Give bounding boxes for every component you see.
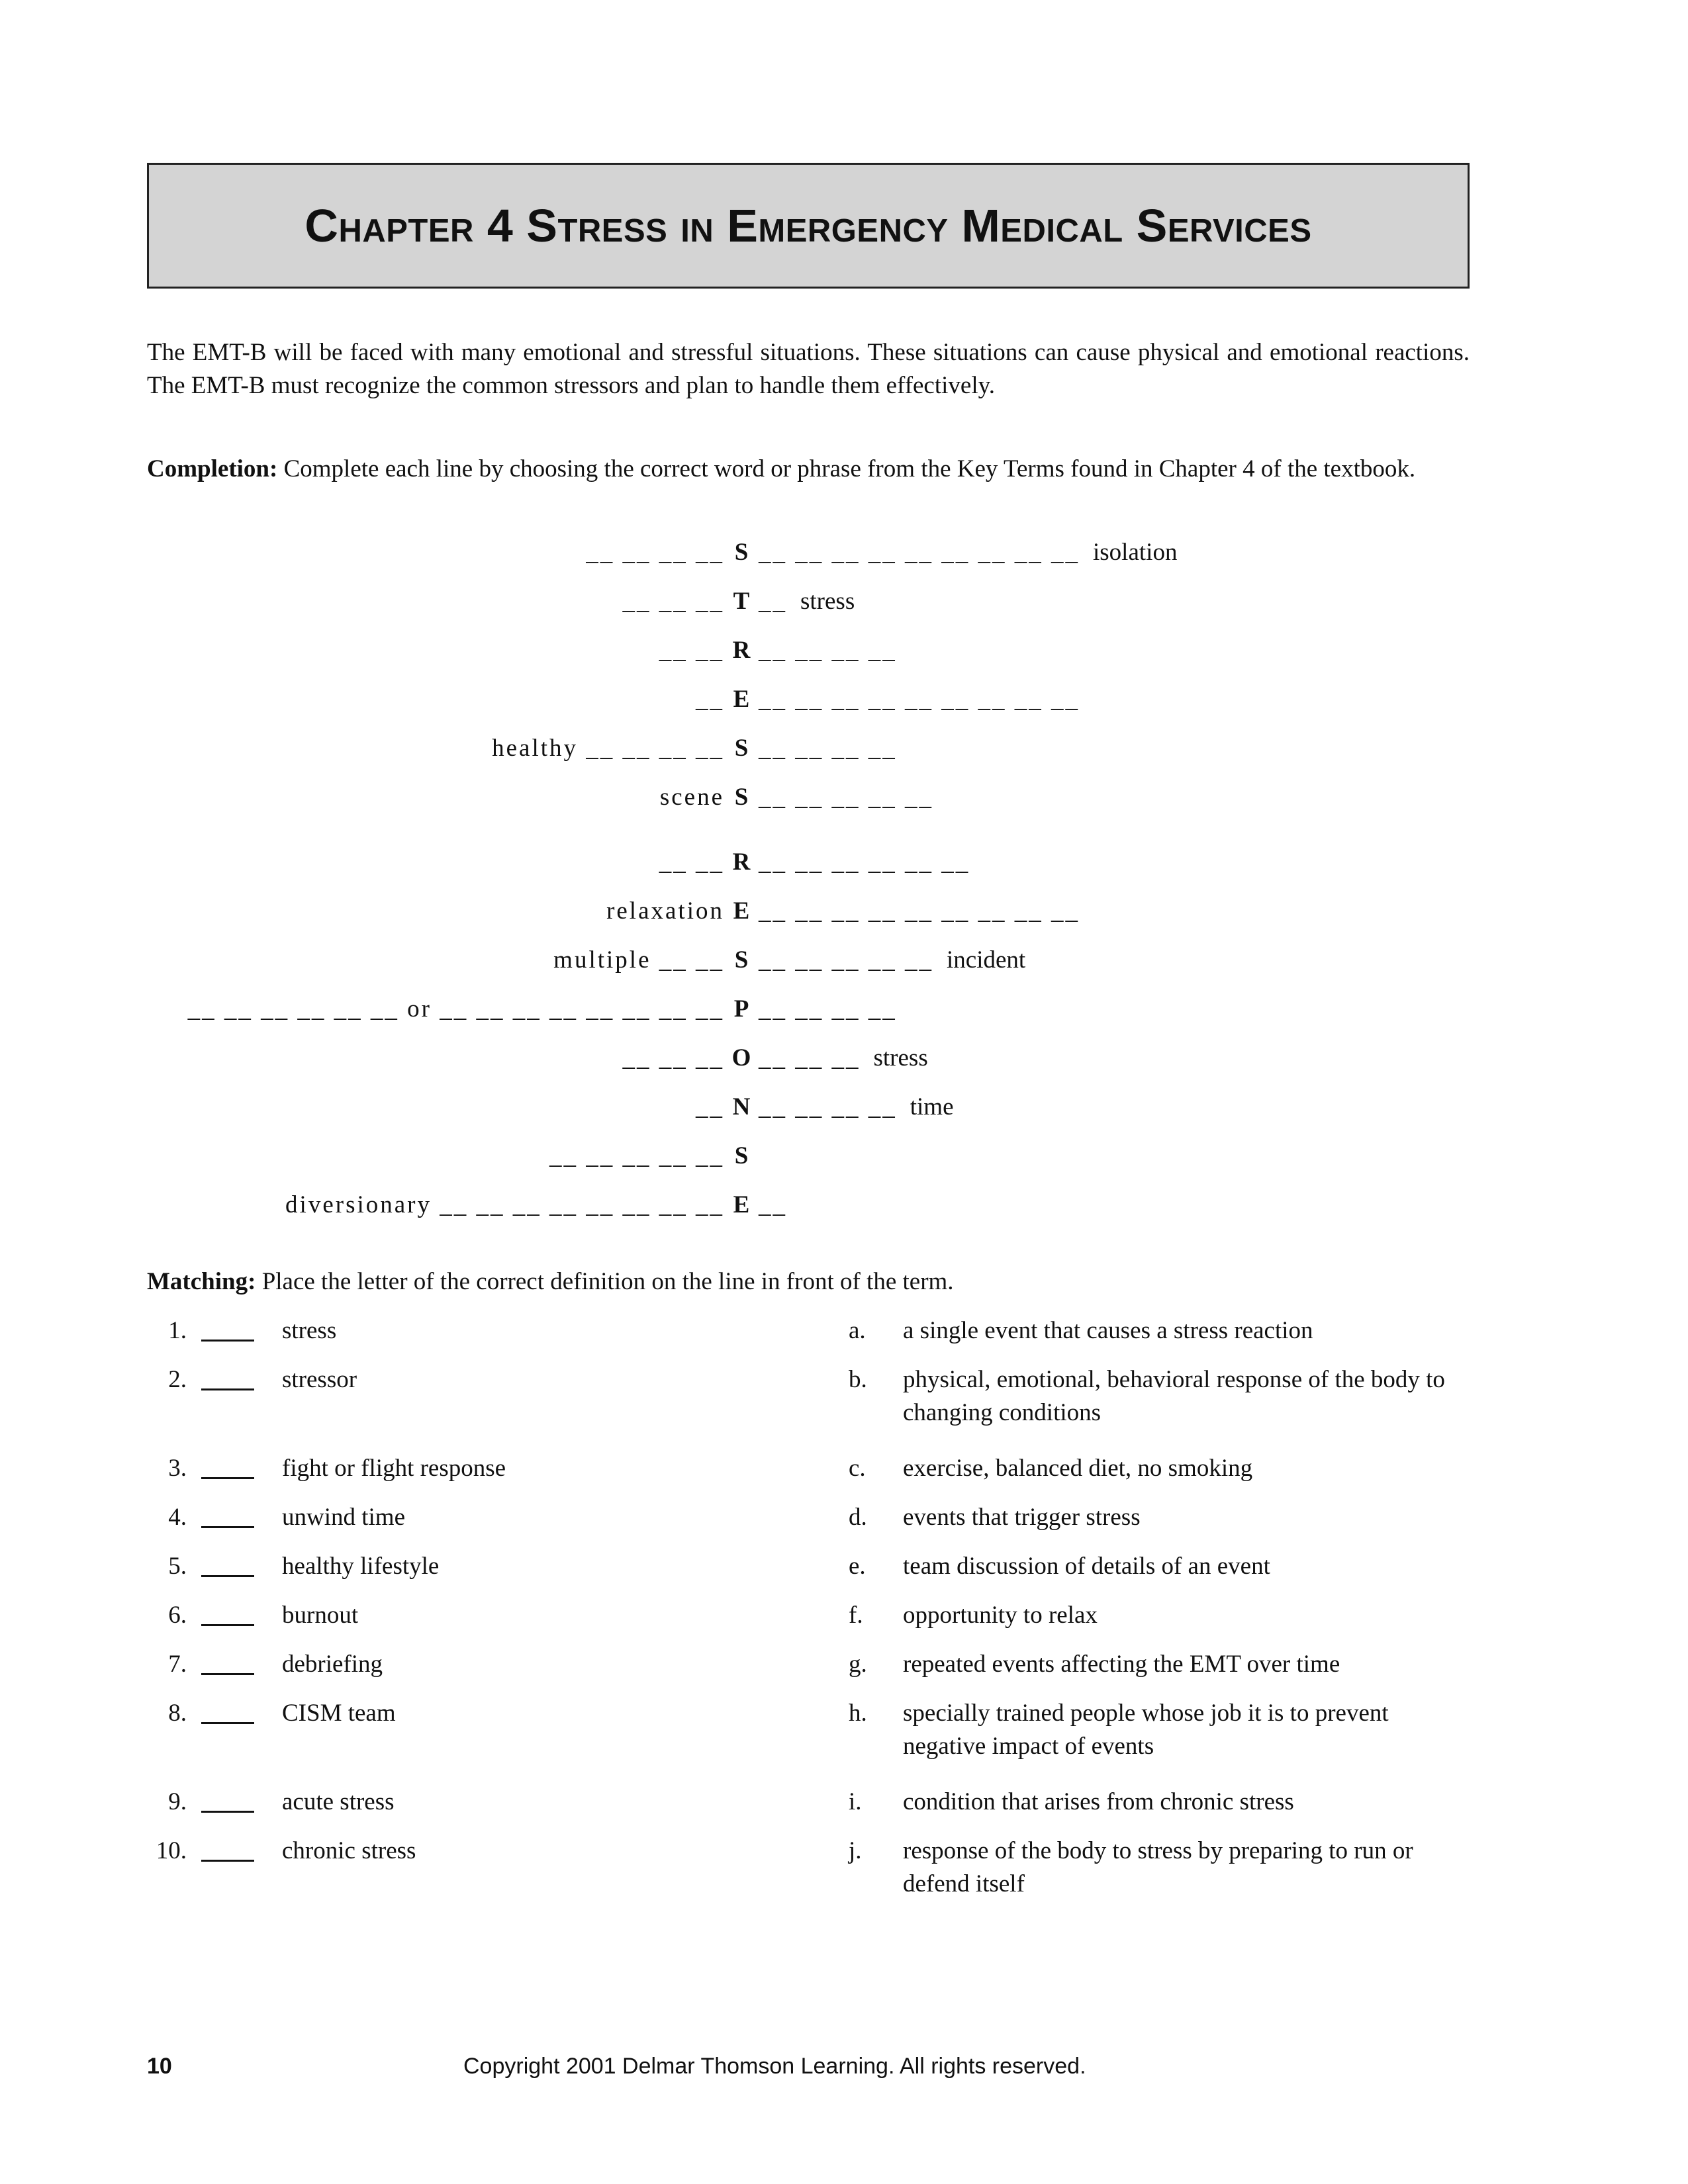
acrostic-right: __	[759, 588, 787, 615]
acrostic-left: __ __ __	[622, 588, 724, 615]
acrostic-right: __ __ __ __	[759, 995, 897, 1023]
acrostic-suffix: stress	[800, 588, 855, 615]
chapter-title-box	[147, 163, 1470, 289]
acrostic-left: __	[696, 1093, 724, 1120]
acrostic-row	[0, 1091, 1688, 1124]
matching-number: 5.	[168, 1553, 187, 1580]
definition-letter: j.	[849, 1837, 862, 1864]
matching-term: unwind time	[282, 1504, 406, 1531]
matching-term: healthy lifestyle	[282, 1553, 440, 1580]
acrostic-letter: S	[734, 784, 749, 811]
definition-text: specially trained people whose job it is to prevent negative impact of events	[903, 1700, 1389, 1760]
answer-blank[interactable]	[201, 1452, 254, 1479]
definition-letter: b.	[849, 1366, 867, 1393]
definition-text: team discussion of details of an event	[903, 1553, 1270, 1580]
acrostic-left: relaxation	[606, 897, 724, 925]
acrostic-right: __ __ __ __ __ __	[759, 848, 970, 876]
acrostic-letter: E	[733, 897, 750, 925]
acrostic-row	[0, 895, 1688, 928]
acrostic-letter: P	[733, 995, 749, 1023]
intro-paragraph: The EMT-B will be faced with many emotional and stressful situations. These situations can cause physical and emotional reactions. The EMT-B must recognize the common stressors and plan to handle them effectively.	[147, 339, 1470, 399]
acrostic-row	[0, 1189, 1688, 1222]
acrostic-letter: S	[734, 539, 749, 566]
acrostic-left: __ __ __ __	[586, 539, 724, 566]
acrostic-left: multiple __ __	[553, 946, 724, 974]
acrostic-left: __ __	[659, 637, 724, 664]
answer-blank[interactable]	[201, 1599, 254, 1626]
acrostic-letter: N	[732, 1093, 751, 1120]
acrostic-right: __ __ __ __	[759, 1093, 897, 1120]
matching-instructions	[147, 1265, 1470, 1298]
acrostic-left: healthy __ __ __ __	[492, 735, 724, 762]
definition-text: physical, emotional, behavioral response of the body to changing conditions	[903, 1366, 1445, 1426]
definition-letter: c.	[849, 1455, 866, 1482]
acrostic-suffix: incident	[947, 946, 1026, 974]
acrostic-right: __	[759, 1191, 787, 1218]
acrostic-row	[0, 536, 1688, 569]
definition-letter: i.	[849, 1788, 862, 1815]
matching-number: 1.	[168, 1317, 187, 1344]
matching-text: Place the letter of the correct definition on the line in front of the term.	[261, 1268, 954, 1295]
acrostic-left: __	[696, 686, 724, 713]
acrostic-letter: S	[734, 946, 749, 974]
acrostic-right: __ __ __ __	[759, 735, 897, 762]
acrostic-right: __ __ __	[759, 1044, 861, 1071]
definition-letter: e.	[849, 1553, 866, 1580]
acrostic-letter: E	[733, 686, 750, 713]
acrostic-letter: R	[732, 637, 751, 664]
completion-text: Complete each line by choosing the correct word or phrase from the Key Terms found in Chapter 4 of the textbook.	[283, 455, 1416, 482]
definition-text: repeated events affecting the EMT over time	[903, 1651, 1340, 1678]
definition-letter: f.	[849, 1602, 863, 1629]
matching-term: fight or flight response	[282, 1455, 506, 1482]
matching-number: 6.	[168, 1602, 187, 1629]
acrostic-row	[0, 993, 1688, 1026]
acrostic-row	[0, 585, 1688, 618]
acrostic-left: scene	[659, 784, 724, 811]
definition-text: condition that arises from chronic stress	[903, 1788, 1294, 1815]
acrostic-row	[0, 781, 1688, 814]
acrostic-letter: E	[733, 1191, 750, 1218]
acrostic-left: __ __ __ __ __	[549, 1142, 724, 1169]
acrostic-row	[0, 1042, 1688, 1075]
definition-text: events that trigger stress	[903, 1504, 1141, 1531]
matching-term: stressor	[282, 1366, 357, 1393]
acrostic-row	[0, 634, 1688, 667]
acrostic-left: __ __ __	[622, 1044, 724, 1071]
completion-instructions	[147, 453, 1470, 486]
acrostic-right: __ __ __ __	[759, 637, 897, 664]
definition-text: opportunity to relax	[903, 1602, 1098, 1629]
acrostic-row	[0, 1140, 1688, 1173]
acrostic-left: diversionary __ __ __ __ __ __ __ __	[285, 1191, 724, 1218]
acrostic-letter: T	[733, 588, 750, 615]
answer-blank[interactable]	[201, 1501, 254, 1528]
acrostic-right: __ __ __ __ __ __ __ __ __	[759, 539, 1080, 566]
page-number: 10	[147, 2054, 172, 2079]
chapter-title: Chapter 4 Stress in Emergency Medical Services	[305, 200, 1312, 251]
acrostic-letter: R	[732, 848, 751, 876]
acrostic-right: __ __ __ __ __	[759, 946, 933, 974]
matching-term: debriefing	[282, 1651, 383, 1678]
definition-letter: h.	[849, 1700, 867, 1727]
acrostic-left: __ __	[659, 848, 724, 876]
answer-blank[interactable]	[201, 1835, 254, 1862]
answer-blank[interactable]	[201, 1697, 254, 1724]
matching-term: acute stress	[282, 1788, 395, 1815]
acrostic-suffix: stress	[873, 1044, 928, 1071]
acrostic-row	[0, 944, 1688, 977]
matching-label: Matching:	[147, 1268, 256, 1295]
matching-term: chronic stress	[282, 1837, 416, 1864]
definition-letter: a.	[849, 1317, 866, 1344]
matching-number: 10.	[156, 1837, 187, 1864]
definition-letter: d.	[849, 1504, 867, 1531]
answer-blank[interactable]	[201, 1648, 254, 1675]
acrostic-right: __ __ __ __ __	[759, 784, 933, 811]
matching-number: 3.	[168, 1455, 187, 1482]
answer-blank[interactable]	[201, 1786, 254, 1813]
acrostic-letter: S	[734, 1142, 749, 1169]
acrostic-suffix: isolation	[1093, 539, 1178, 566]
acrostic-row	[0, 846, 1688, 879]
acrostic-suffix: time	[910, 1093, 954, 1120]
matching-term: stress	[282, 1317, 337, 1344]
matching-number: 4.	[168, 1504, 187, 1531]
answer-blank[interactable]	[201, 1550, 254, 1577]
definition-letter: g.	[849, 1651, 867, 1678]
acrostic-right: __ __ __ __ __ __ __ __ __	[759, 686, 1080, 713]
matching-term: burnout	[282, 1602, 359, 1629]
matching-number: 9.	[168, 1788, 187, 1815]
matching-number: 2.	[168, 1366, 187, 1393]
completion-label: Completion:	[147, 455, 278, 482]
acrostic-row	[0, 683, 1688, 716]
matching-number: 7.	[168, 1651, 187, 1678]
definition-text: response of the body to stress by preparing to run or defend itself	[903, 1837, 1413, 1897]
matching-number: 8.	[168, 1700, 187, 1727]
acrostic-letter: O	[731, 1044, 751, 1071]
answer-blank[interactable]	[201, 1314, 254, 1342]
matching-term: CISM team	[282, 1700, 396, 1727]
definition-text: exercise, balanced diet, no smoking	[903, 1455, 1253, 1482]
acrostic-right: __ __ __ __ __ __ __ __ __	[759, 897, 1080, 925]
acrostic-letter: S	[734, 735, 749, 762]
acrostic-left: __ __ __ __ __ __ or __ __ __ __ __ __ __ __	[187, 995, 724, 1023]
definition-text: a single event that causes a stress reaction	[903, 1317, 1313, 1344]
acrostic-row	[0, 732, 1688, 765]
answer-blank[interactable]	[201, 1363, 254, 1390]
copyright-notice: Copyright 2001 Delmar Thomson Learning. All rights reserved.	[463, 2054, 1086, 2079]
